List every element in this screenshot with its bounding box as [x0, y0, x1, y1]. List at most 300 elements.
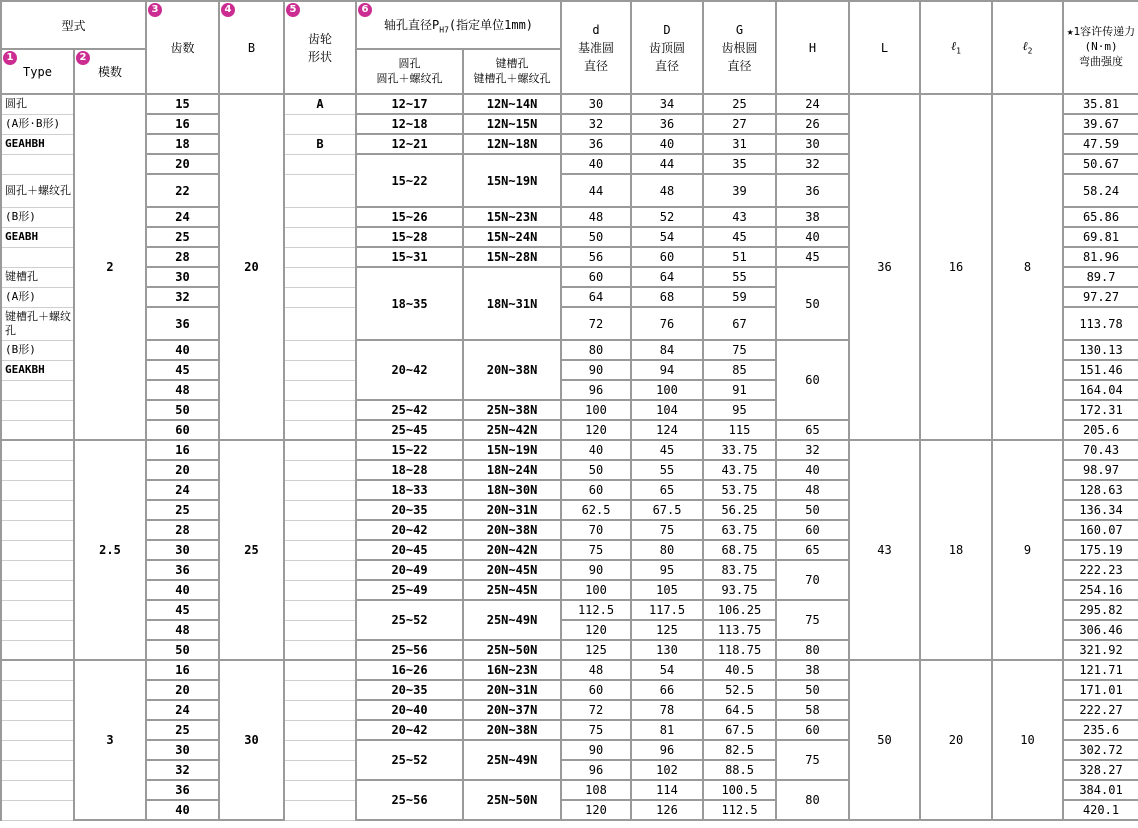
header-bore-round-line2: 圆孔＋螺纹孔 [376, 71, 443, 85]
D-cell: 60 [631, 247, 703, 267]
D-cell: 76 [631, 307, 703, 340]
header-D-name1: 齿顶圆 [649, 40, 686, 55]
bore-key-cell: 15N~28N [463, 247, 561, 267]
strength-cell: 130.13 [1063, 340, 1138, 360]
G-cell: 45 [703, 227, 776, 247]
h-cell: 38 [776, 207, 849, 227]
teeth-cell: 25 [146, 500, 219, 520]
bore-key-cell: 20N~37N [463, 700, 561, 720]
header-d-name2: 直径 [584, 58, 609, 73]
header-h-label: H [808, 40, 817, 55]
type-cell [1, 420, 74, 440]
D-cell: 54 [631, 660, 703, 680]
teeth-cell: 30 [146, 267, 219, 287]
D-cell: 100 [631, 380, 703, 400]
type-cell: GEAHBH [1, 134, 74, 154]
teeth-cell: 32 [146, 760, 219, 780]
strength-cell: 136.34 [1063, 500, 1138, 520]
teeth-cell: 30 [146, 540, 219, 560]
d-cell: 120 [561, 420, 631, 440]
header-type-en-label: Type [23, 64, 52, 79]
G-cell: 85 [703, 360, 776, 380]
teeth-cell: 45 [146, 360, 219, 380]
b-width-cell: 25 [219, 440, 284, 660]
type-cell [1, 620, 74, 640]
type-cell: 键槽孔 [1, 267, 74, 287]
type-cell: 圆孔＋螺纹孔 [1, 174, 74, 207]
shape-cell [284, 800, 356, 820]
G-cell: 113.75 [703, 620, 776, 640]
strength-cell: 205.6 [1063, 420, 1138, 440]
shape-cell [284, 340, 356, 360]
bore-round-cell: 25~52 [356, 600, 463, 640]
h-cell: 40 [776, 460, 849, 480]
teeth-cell: 60 [146, 420, 219, 440]
strength-cell: 121.71 [1063, 660, 1138, 680]
bore-round-cell: 25~45 [356, 420, 463, 440]
h-cell: 26 [776, 114, 849, 134]
D-cell: 124 [631, 420, 703, 440]
G-cell: 75 [703, 340, 776, 360]
strength-cell: 164.04 [1063, 380, 1138, 400]
header-type-en [1, 49, 74, 94]
D-cell: 84 [631, 340, 703, 360]
h-cell: 65 [776, 540, 849, 560]
D-cell: 44 [631, 154, 703, 174]
type-cell: (B形) [1, 207, 74, 227]
bore-key-cell: 20N~31N [463, 500, 561, 520]
h-cell: 38 [776, 660, 849, 680]
d-cell: 48 [561, 207, 631, 227]
shape-cell [284, 660, 356, 680]
shape-cell [284, 780, 356, 800]
G-cell: 93.75 [703, 580, 776, 600]
G-cell: 67 [703, 307, 776, 340]
bore-key-cell: 12N~15N [463, 114, 561, 134]
l2-cell: 10 [992, 660, 1063, 820]
type-cell: (A形·B形) [1, 114, 74, 134]
shape-cell [284, 174, 356, 207]
strength-cell: 50.67 [1063, 154, 1138, 174]
strength-cell: 151.46 [1063, 360, 1138, 380]
teeth-cell: 48 [146, 380, 219, 400]
header-bore-key [463, 49, 561, 94]
type-cell [1, 580, 74, 600]
d-cell: 44 [561, 174, 631, 207]
D-cell: 117.5 [631, 600, 703, 620]
bore-key-cell: 15N~19N [463, 440, 561, 460]
shape-cell [284, 380, 356, 400]
G-cell: 31 [703, 134, 776, 154]
type-cell [1, 740, 74, 760]
d-cell: 108 [561, 780, 631, 800]
D-cell: 67.5 [631, 500, 703, 520]
strength-cell: 97.27 [1063, 287, 1138, 307]
shape-cell [284, 740, 356, 760]
strength-cell: 70.43 [1063, 440, 1138, 460]
strength-cell: 69.81 [1063, 227, 1138, 247]
teeth-cell: 28 [146, 520, 219, 540]
d-cell: 30 [561, 94, 631, 114]
teeth-cell: 16 [146, 440, 219, 460]
G-cell: 35 [703, 154, 776, 174]
G-cell: 43.75 [703, 460, 776, 480]
D-cell: 34 [631, 94, 703, 114]
d-cell: 72 [561, 700, 631, 720]
d-cell: 60 [561, 480, 631, 500]
type-cell [1, 400, 74, 420]
bore-key-cell: 18N~31N [463, 267, 561, 340]
G-cell: 51 [703, 247, 776, 267]
D-cell: 81 [631, 720, 703, 740]
d-cell: 75 [561, 540, 631, 560]
bore-key-cell: 25N~50N [463, 780, 561, 820]
G-cell: 115 [703, 420, 776, 440]
teeth-cell: 36 [146, 780, 219, 800]
bore-round-cell: 20~42 [356, 340, 463, 400]
d-cell: 48 [561, 660, 631, 680]
strength-cell: 175.19 [1063, 540, 1138, 560]
G-cell: 106.25 [703, 600, 776, 620]
strength-cell: 254.16 [1063, 580, 1138, 600]
strength-cell: 420.1 [1063, 800, 1138, 820]
h-cell: 80 [776, 640, 849, 660]
d-cell: 112.5 [561, 600, 631, 620]
header-bore-key-line1: 键槽孔 [495, 56, 529, 70]
d-cell: 64 [561, 287, 631, 307]
d-cell: 70 [561, 520, 631, 540]
shape-cell [284, 520, 356, 540]
D-cell: 64 [631, 267, 703, 287]
strength-cell: 306.46 [1063, 620, 1138, 640]
h-cell: 60 [776, 340, 849, 420]
bore-key-cell: 20N~38N [463, 340, 561, 400]
teeth-cell: 40 [146, 580, 219, 600]
shape-cell [284, 620, 356, 640]
teeth-cell: 32 [146, 287, 219, 307]
D-cell: 68 [631, 287, 703, 307]
shape-cell [284, 207, 356, 227]
shape-cell [284, 700, 356, 720]
shape-cell [284, 680, 356, 700]
header-G [703, 1, 776, 94]
type-cell: (A形) [1, 287, 74, 307]
strength-cell: 65.86 [1063, 207, 1138, 227]
d-cell: 90 [561, 560, 631, 580]
shape-cell [284, 400, 356, 420]
shape-cell [284, 640, 356, 660]
header-strength-line1: ★1容许传递力 [1066, 25, 1136, 39]
bore-round-cell: 12~18 [356, 114, 463, 134]
bore-key-cell: 15N~23N [463, 207, 561, 227]
strength-cell: 47.59 [1063, 134, 1138, 154]
D-cell: 52 [631, 207, 703, 227]
strength-cell: 160.07 [1063, 520, 1138, 540]
header-bore-title: 轴孔直径P [384, 17, 440, 32]
type-cell [1, 500, 74, 520]
header-l [849, 1, 920, 94]
G-cell: 82.5 [703, 740, 776, 760]
G-cell: 88.5 [703, 760, 776, 780]
bore-round-cell: 12~21 [356, 134, 463, 154]
header-G-symbol: G [735, 22, 744, 37]
h-cell: 50 [776, 500, 849, 520]
h-cell: 75 [776, 600, 849, 640]
header-bore-key-line2: 键槽孔＋螺纹孔 [473, 71, 551, 85]
teeth-cell: 50 [146, 400, 219, 420]
bore-key-cell: 18N~30N [463, 480, 561, 500]
h-cell: 30 [776, 134, 849, 154]
D-cell: 105 [631, 580, 703, 600]
l2-cell: 9 [992, 440, 1063, 660]
shape-cell [284, 360, 356, 380]
shape-cell [284, 540, 356, 560]
header-l2 [992, 1, 1063, 94]
type-cell [1, 660, 74, 680]
strength-cell: 172.31 [1063, 400, 1138, 420]
teeth-cell: 30 [146, 740, 219, 760]
G-cell: 33.75 [703, 440, 776, 460]
strength-cell: 384.01 [1063, 780, 1138, 800]
type-cell: 圆孔 [1, 94, 74, 114]
bore-round-cell: 15~26 [356, 207, 463, 227]
header-type-label: 型式 [61, 18, 86, 33]
header-d [561, 1, 631, 94]
header-G-name1: 齿根圆 [721, 40, 758, 55]
G-cell: 83.75 [703, 560, 776, 580]
teeth-cell: 25 [146, 720, 219, 740]
teeth-cell: 20 [146, 154, 219, 174]
shape-cell [284, 500, 356, 520]
h-cell: 32 [776, 440, 849, 460]
type-cell [1, 800, 74, 820]
D-cell: 94 [631, 360, 703, 380]
header-l1-subscript: 1 [956, 46, 961, 56]
shape-cell [284, 580, 356, 600]
strength-cell: 39.67 [1063, 114, 1138, 134]
module-cell: 2.5 [74, 440, 146, 660]
bore-round-cell: 25~56 [356, 780, 463, 820]
badge-5-icon: 5 [286, 3, 300, 17]
h-cell: 80 [776, 780, 849, 820]
D-cell: 55 [631, 460, 703, 480]
teeth-cell: 48 [146, 620, 219, 640]
bore-key-cell: 20N~45N [463, 560, 561, 580]
header-b [219, 1, 284, 94]
bore-round-cell: 20~35 [356, 500, 463, 520]
header-teeth-label: 齿数 [170, 41, 195, 55]
strength-cell: 222.27 [1063, 700, 1138, 720]
d-cell: 60 [561, 680, 631, 700]
bore-round-cell: 20~45 [356, 540, 463, 560]
type-cell: 键槽孔＋螺纹孔 [1, 307, 74, 340]
l1-cell: 16 [920, 94, 992, 440]
bore-key-cell: 25N~42N [463, 420, 561, 440]
teeth-cell: 24 [146, 207, 219, 227]
h-cell: 60 [776, 720, 849, 740]
header-l2-symbol: ℓ [1022, 39, 1028, 54]
bore-key-cell: 25N~38N [463, 400, 561, 420]
G-cell: 59 [703, 287, 776, 307]
G-cell: 52.5 [703, 680, 776, 700]
D-cell: 130 [631, 640, 703, 660]
bore-round-cell: 25~42 [356, 400, 463, 420]
strength-cell: 321.92 [1063, 640, 1138, 660]
d-cell: 32 [561, 114, 631, 134]
badge-6-icon: 6 [358, 3, 372, 17]
shape-cell [284, 267, 356, 287]
l1-cell: 20 [920, 660, 992, 820]
header-G-name2: 直径 [727, 58, 752, 73]
h-cell: 45 [776, 247, 849, 267]
header-bore-round-line1: 圆孔 [398, 56, 421, 70]
bore-round-cell: 18~35 [356, 267, 463, 340]
strength-cell: 113.78 [1063, 307, 1138, 340]
bore-round-cell: 15~31 [356, 247, 463, 267]
l-cell: 50 [849, 660, 920, 820]
type-cell [1, 154, 74, 174]
type-cell: GEAKBH [1, 360, 74, 380]
h-cell: 50 [776, 680, 849, 700]
type-cell [1, 540, 74, 560]
bore-round-cell: 20~42 [356, 520, 463, 540]
teeth-cell: 15 [146, 94, 219, 114]
bore-round-cell: 20~42 [356, 720, 463, 740]
header-shape-line1: 齿轮 [308, 31, 333, 46]
type-cell [1, 520, 74, 540]
d-cell: 96 [561, 380, 631, 400]
bore-key-cell: 20N~38N [463, 520, 561, 540]
D-cell: 126 [631, 800, 703, 820]
shape-cell: B [284, 134, 356, 154]
d-cell: 120 [561, 800, 631, 820]
header-shape-line2: 形状 [308, 49, 333, 64]
strength-cell: 328.27 [1063, 760, 1138, 780]
D-cell: 125 [631, 620, 703, 640]
bore-key-cell: 15N~24N [463, 227, 561, 247]
G-cell: 39 [703, 174, 776, 207]
bore-key-cell: 25N~49N [463, 600, 561, 640]
badge-1-icon: 1 [3, 51, 17, 65]
teeth-cell: 20 [146, 680, 219, 700]
strength-cell: 35.81 [1063, 94, 1138, 114]
strength-cell: 235.6 [1063, 720, 1138, 740]
l-cell: 36 [849, 94, 920, 440]
bore-round-cell: 20~49 [356, 560, 463, 580]
D-cell: 36 [631, 114, 703, 134]
b-width-cell: 30 [219, 660, 284, 820]
bore-round-cell: 16~26 [356, 660, 463, 680]
D-cell: 95 [631, 560, 703, 580]
G-cell: 91 [703, 380, 776, 400]
header-module [74, 49, 146, 94]
header-l-label: L [880, 40, 889, 55]
D-cell: 78 [631, 700, 703, 720]
bore-round-cell: 15~28 [356, 227, 463, 247]
bore-key-cell: 18N~24N [463, 460, 561, 480]
type-cell [1, 600, 74, 620]
teeth-cell: 36 [146, 560, 219, 580]
type-cell [1, 560, 74, 580]
strength-cell: 222.23 [1063, 560, 1138, 580]
h-cell: 32 [776, 154, 849, 174]
bore-key-cell: 25N~50N [463, 640, 561, 660]
h-cell: 58 [776, 700, 849, 720]
header-bore-round [356, 49, 463, 94]
teeth-cell: 18 [146, 134, 219, 154]
type-cell [1, 440, 74, 460]
G-cell: 118.75 [703, 640, 776, 660]
header-b-label: B [247, 40, 256, 55]
teeth-cell: 24 [146, 700, 219, 720]
type-cell [1, 780, 74, 800]
D-cell: 75 [631, 520, 703, 540]
header-bore [356, 1, 561, 49]
d-cell: 56 [561, 247, 631, 267]
teeth-cell: 50 [146, 640, 219, 660]
type-cell [1, 380, 74, 400]
shape-cell [284, 227, 356, 247]
bore-round-cell: 18~33 [356, 480, 463, 500]
badge-3-icon: 3 [148, 3, 162, 17]
bore-key-cell: 12N~18N [463, 134, 561, 154]
bore-key-cell: 25N~49N [463, 740, 561, 780]
header-h [776, 1, 849, 94]
header-l1 [920, 1, 992, 94]
type-cell [1, 480, 74, 500]
strength-cell: 98.97 [1063, 460, 1138, 480]
type-cell [1, 680, 74, 700]
header-l2-subscript: 2 [1027, 46, 1033, 56]
header-teeth [146, 1, 219, 94]
type-cell: GEABH [1, 227, 74, 247]
header-d-symbol: d [592, 22, 600, 37]
d-cell: 40 [561, 154, 631, 174]
G-cell: 56.25 [703, 500, 776, 520]
strength-cell: 302.72 [1063, 740, 1138, 760]
teeth-cell: 28 [146, 247, 219, 267]
strength-cell: 89.7 [1063, 267, 1138, 287]
d-cell: 72 [561, 307, 631, 340]
d-cell: 62.5 [561, 500, 631, 520]
G-cell: 64.5 [703, 700, 776, 720]
shape-cell [284, 760, 356, 780]
G-cell: 40.5 [703, 660, 776, 680]
header-module-label: 模数 [98, 65, 123, 79]
shape-cell [284, 154, 356, 174]
teeth-cell: 45 [146, 600, 219, 620]
teeth-cell: 36 [146, 307, 219, 340]
D-cell: 45 [631, 440, 703, 460]
teeth-cell: 16 [146, 114, 219, 134]
D-cell: 54 [631, 227, 703, 247]
D-cell: 48 [631, 174, 703, 207]
G-cell: 55 [703, 267, 776, 287]
header-bore-title-post: (指定单位1mm) [448, 17, 534, 32]
strength-cell: 58.24 [1063, 174, 1138, 207]
G-cell: 68.75 [703, 540, 776, 560]
strength-cell: 171.01 [1063, 680, 1138, 700]
bore-round-cell: 20~35 [356, 680, 463, 700]
G-cell: 67.5 [703, 720, 776, 740]
shape-cell [284, 720, 356, 740]
h-cell: 75 [776, 740, 849, 780]
D-cell: 40 [631, 134, 703, 154]
shape-cell [284, 480, 356, 500]
shape-cell [284, 440, 356, 460]
shape-cell [284, 420, 356, 440]
h-cell: 65 [776, 420, 849, 440]
